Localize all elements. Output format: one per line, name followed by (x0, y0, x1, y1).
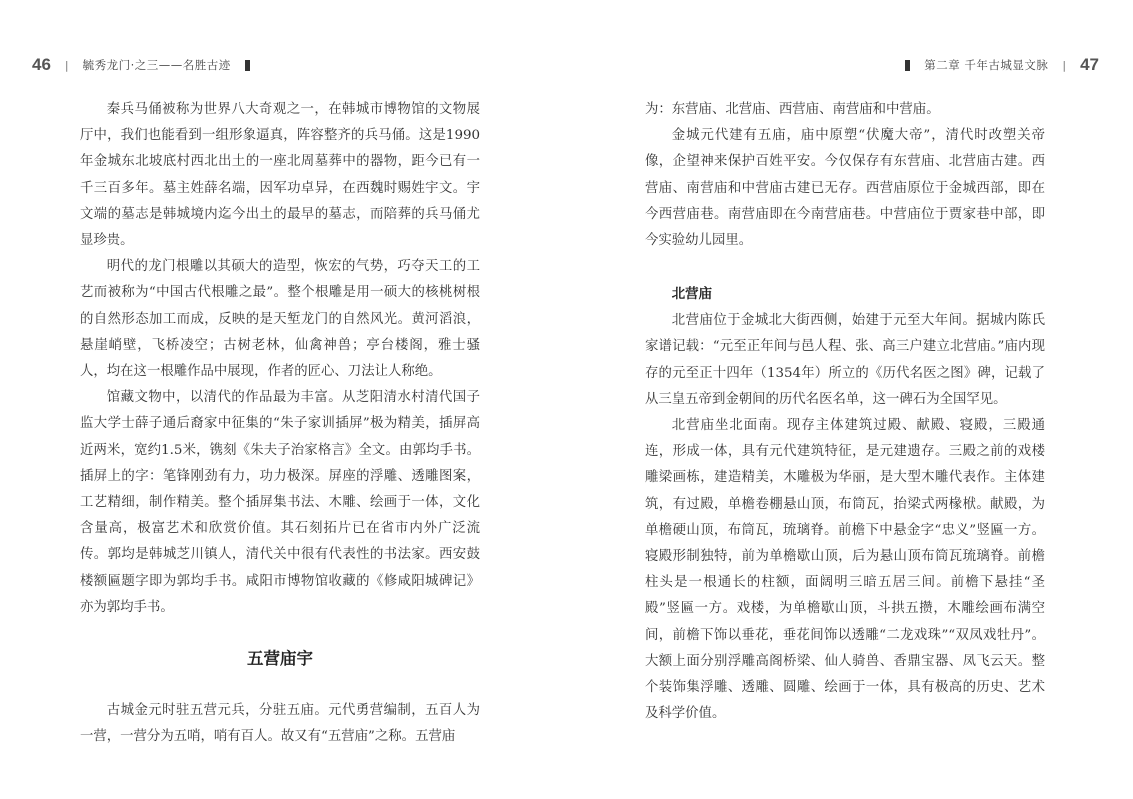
subsection-title: 北营庙 (671, 287, 712, 303)
header-divider: | (64, 58, 69, 72)
left-page-number: 46 (32, 55, 51, 74)
right-page-body (645, 97, 1045, 727)
paragraph-continued: 为：东营庙、北营庙、西营庙、南营庙和中营庙。 (645, 102, 940, 117)
paragraph: 北营庙坐北面南。现存主体建筑过殿、献殿、寝殿，三殿通连，形成一体，具有元代建筑特征，是元建遗存。三殿之前的戏楼雕梁画栋，建造精美，木雕极为华丽，是大型木雕代表作。主体建筑，有过殿，单檐卷棚悬山顶，布筒瓦，抬梁式两椽栿。献殿，为单檐硬山顶，布筒瓦，琉璃脊。前檐下中悬金字“忠义”竖匾一方。寝殿形制独特，前为单檐歇山顶，后为悬山顶布筒瓦琉璃脊。前檐柱头是一根通长的柱额，面阔明三暗五居三间。前檐下悬挂“圣殿”竖匾一方。戏楼，为单檐歇山顶，斗拱五攒，木雕绘画布满空间，前檐下饰以垂花，垂花间饰以透雕“二龙戏珠”“双凤戏牡丹”。大额上面分别浮雕高阁桥梁、仙人骑兽、香鼎宝器、凤飞云天。整个装饰集浮雕、透雕、圆雕、绘画于一体，具有极高的历史、艺术及科学价值。 (645, 418, 1045, 722)
paragraph: 馆藏文物中，以清代的作品最为丰富。从芝阳清水村清代国子监大学士薛子通后裔家中征集的“朱子家训插屏”极为精美，插屏高近两米，宽约1.5米，镌刻《朱夫子治家格言》全文。由郭均手书。插屏上的字：笔锋刚劲有力，功力极深。屏座的浮雕、透雕图案，工艺精细，制作精美。整个插屏集书法、木雕、绘画于一体，文化含量高，极富艺术和欣赏价值。其石刻拓片已在省市内外广泛流传。郭均是韩城芝川镇人，清代关中很有代表性的书法家。西安鼓楼额匾题字即为郭均手书。咸阳市博物馆收藏的《修咸阳城碑记》亦为郭均手书。 (80, 390, 480, 615)
left-page (0, 0, 566, 799)
paragraph: 古城金元时驻五营元兵，分驻五庙。元代勇营编制，五百人为一营，一营分为五哨，哨有百人。故又有“五营庙”之称。五营庙 (80, 703, 480, 745)
left-page-header (32, 54, 264, 76)
paragraph: 明代的龙门根雕以其硕大的造型，恢宏的气势，巧夺天工的工艺而被称为“中国古代根雕之最”。整个根雕是用一硕大的核桃树根的自然形态加工而成，反映的是天堑龙门的自然风光。黄河滔浪，悬崖峭壁，飞桥凌空；古树老林，仙禽神兽；亭台楼阁，雅士骚人，均在这一根雕作品中展现，作者的匠心、刀法让人称绝。 (80, 259, 480, 380)
right-page (566, 0, 1133, 799)
paragraph: 秦兵马俑被称为世界八大奇观之一，在韩城市博物馆的文物展厅中，我们也能看到一组形象逼真，阵容整齐的兵马俑。这是1990年金城东北坡底村西北出土的一座北周墓葬中的器物，距今已有一千三百多年。墓主姓薛名端，因军功卓异，在西魏时赐姓宇文。宇文端的墓志是韩城境内迄今出土的最早的墓志，而陪葬的兵马俑尤显珍贵。 (80, 102, 480, 249)
right-page-number: 47 (1080, 55, 1099, 74)
right-running-title: 第二章 千年古城显文脉 (924, 58, 1049, 72)
paragraph: 金城元代建有五庙，庙中原塑“伏魔大帝”，清代时改塑关帝像，企望神来保护百姓平安。今仅保存有东营庙、北营庙古建。西营庙、南营庙和中营庙古建已无存。西营庙原位于金城西部，即在今西营庙巷。南营庙即在今南营庙巷。中营庙位于贾家巷中部，即今实验幼儿园里。 (645, 128, 1045, 249)
right-page-header (891, 54, 1099, 76)
header-divider: | (1062, 58, 1067, 72)
paragraph: 北营庙位于金城北大街西侧，始建于元至大年间。据城内陈氏家谱记载：“元至正年间与邑人程、张、高三户建立北营庙。”庙内现存的元至正十四年（1354年）所立的《历代名医之图》碑，记载了从三皇五帝到金朝间的历代名医名单，这一碑石为全国罕见。 (645, 313, 1045, 407)
section-title: 五营庙宇 (247, 649, 313, 669)
header-square-marker (245, 60, 250, 71)
left-page-body (80, 97, 480, 751)
header-square-marker (905, 60, 910, 71)
left-running-title: 毓秀龙门·之三——名胜古迹 (82, 58, 231, 72)
